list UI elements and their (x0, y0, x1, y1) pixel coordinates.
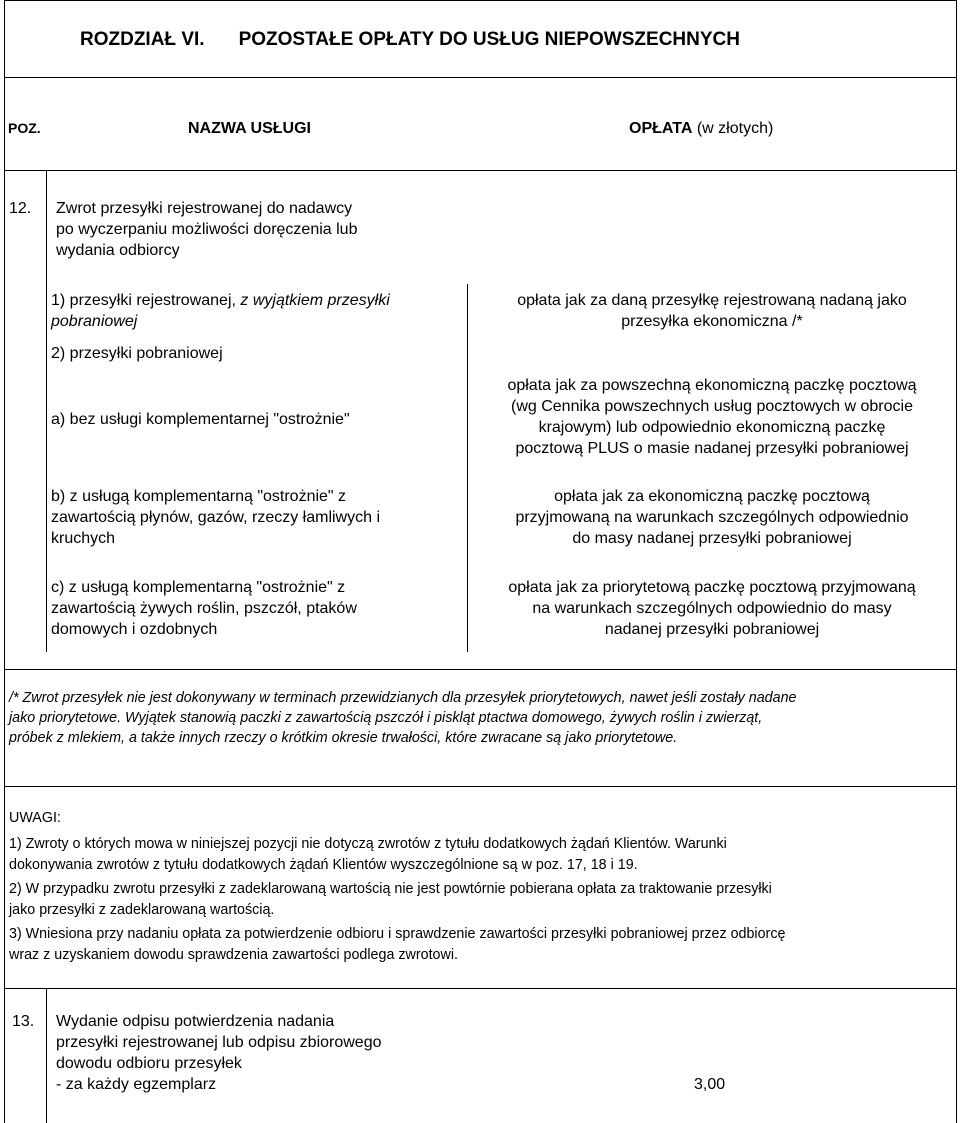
item13-left-border (4, 988, 5, 1123)
item13-number-column-divider (46, 988, 47, 1123)
chapter-subtitle: POZOSTAŁE OPŁATY DO USŁUG NIEPOWSZECHNYCH (238, 29, 740, 50)
footnote-right-border (956, 669, 957, 787)
item12-right-border (956, 170, 957, 670)
item12-sub2a-fee: opłata jak za powszechną ekonomiczną paczkę pocztową (wg Cennika powszechnych usług pocztowych w obrocie krajowym) lub odpowiednio ekonomiczną paczkę pocztową PLUS o masie nadanej przesyłki pobraniowej (507, 377, 917, 457)
item12-fee-column-divider (467, 284, 468, 652)
item12-sub2b-label: b) z usługą komplementarną "ostrożnie" z zawartością płynów, gazów, rzeczy łamliwych i kruchych (51, 488, 381, 547)
item12-left-border (4, 170, 5, 670)
item12-sub2c-label: c) z usługą komplementarną "ostrożnie" z zawartością żywych roślin, pszczół, ptaków domowych i ozdobnych (51, 579, 357, 638)
header-pos: POZ. (8, 120, 41, 136)
notes-heading: UWAGI: (9, 810, 61, 826)
item12-number-column-divider (46, 170, 47, 652)
item13-title: Wydanie odpisu potwierdzenia nadania przesyłki rejestrowanej lub odpisu zbiorowego dowodu odbioru przesyłek - za każdy egzemplarz (56, 1013, 382, 1093)
notes-list (9, 834, 785, 966)
item12-bottom-border (4, 669, 957, 670)
footnote: /* Zwrot przesyłek nie jest dokonywany w terminach przewidzianych dla przesyłek priorytetowych, nawet jeśli zostały nadane jako priorytetowe. Wyjątek stanowią paczki z zawartością pszczół i piskląt ptactwa domowego, żywych roślin i zwierząt, próbek z mlekiem, a także innych rzeczy o krótkim okresie trwałości, które zwracane są jako priorytetowe. (9, 690, 797, 746)
item12-number: 12. (9, 200, 32, 217)
header-fee-unit: (w złotych) (692, 120, 774, 137)
item12-sub2b-fee: opłata jak za ekonomiczną paczkę pocztową przyjmowaną na warunkach szczególnych odpowiednio do masy nadanej przesyłki pobraniowej (515, 488, 909, 547)
item12-sub2-label: 2) przesyłki pobraniowej (51, 345, 223, 362)
note-item-1: 1) Zwroty o których mowa w niniejszej pozycji nie dotyczą zwrotów z tytułu dodatkowych żądań Klientów. Warunki dokonywania zwrotów z tytułu dodatkowych żądań Klientów wyszczególnione są w poz. 17, 18 i 19. (9, 836, 727, 873)
item13-right-border (956, 988, 957, 1123)
footnote-bottom-border (4, 786, 957, 787)
notes-right-border (956, 786, 957, 989)
item12-sub2c-fee: opłata jak za priorytetową paczkę pocztową przyjmowaną na warunkach szczególnych odpowiednio do masy nadanej przesyłki pobraniowej (508, 579, 916, 638)
item13-number: 13. (12, 1013, 35, 1030)
item13-per-copy: - za każdy egzemplarz (56, 1076, 217, 1093)
header-fee-label: OPŁATA (629, 120, 693, 137)
item12-title: Zwrot przesyłki rejestrowanej do nadawcy po wyczerpaniu możliwości doręczenia lub wydania odbiorcy (56, 200, 358, 259)
table-header-box (4, 77, 957, 171)
notes-bottom-border (4, 988, 957, 989)
chapter-number: ROZDZIAŁ VI. (80, 29, 205, 50)
note-item-3: 3) Wniesiona przy nadaniu opłata za potwierdzenie odbioru i sprawdzenie zawartości przesyłki pobraniowej przez odbiorcę wraz z uzyskaniem dowodu sprawdzenia zawartości podlega zwrotowi. (9, 926, 786, 963)
chapter-title-box (4, 0, 957, 78)
item12-sub1-fee: opłata jak za daną przesyłkę rejestrowaną nadaną jako przesyłka ekonomiczna /* (517, 292, 907, 330)
item12-sub2a-label: a) bez usługi komplementarnej "ostrożnie" (51, 411, 350, 428)
header-fee (629, 118, 773, 139)
header-service-name: NAZWA USŁUGI (188, 120, 311, 137)
item12-sub1-label: 1) przesyłki rejestrowanej, z wyjątkiem przesyłki pobraniowej (51, 292, 390, 330)
item13-fee: 3,00 (694, 1076, 726, 1093)
chapter-title (80, 28, 740, 52)
notes-left-border (4, 786, 5, 989)
footnote-left-border (4, 669, 5, 787)
note-item-2: 2) W przypadku zwrotu przesyłki z zadeklarowaną wartością nie jest powtórnie pobierana opłata za traktowanie przesyłki jako przesyłki z zadeklarowaną wartością. (9, 881, 772, 918)
